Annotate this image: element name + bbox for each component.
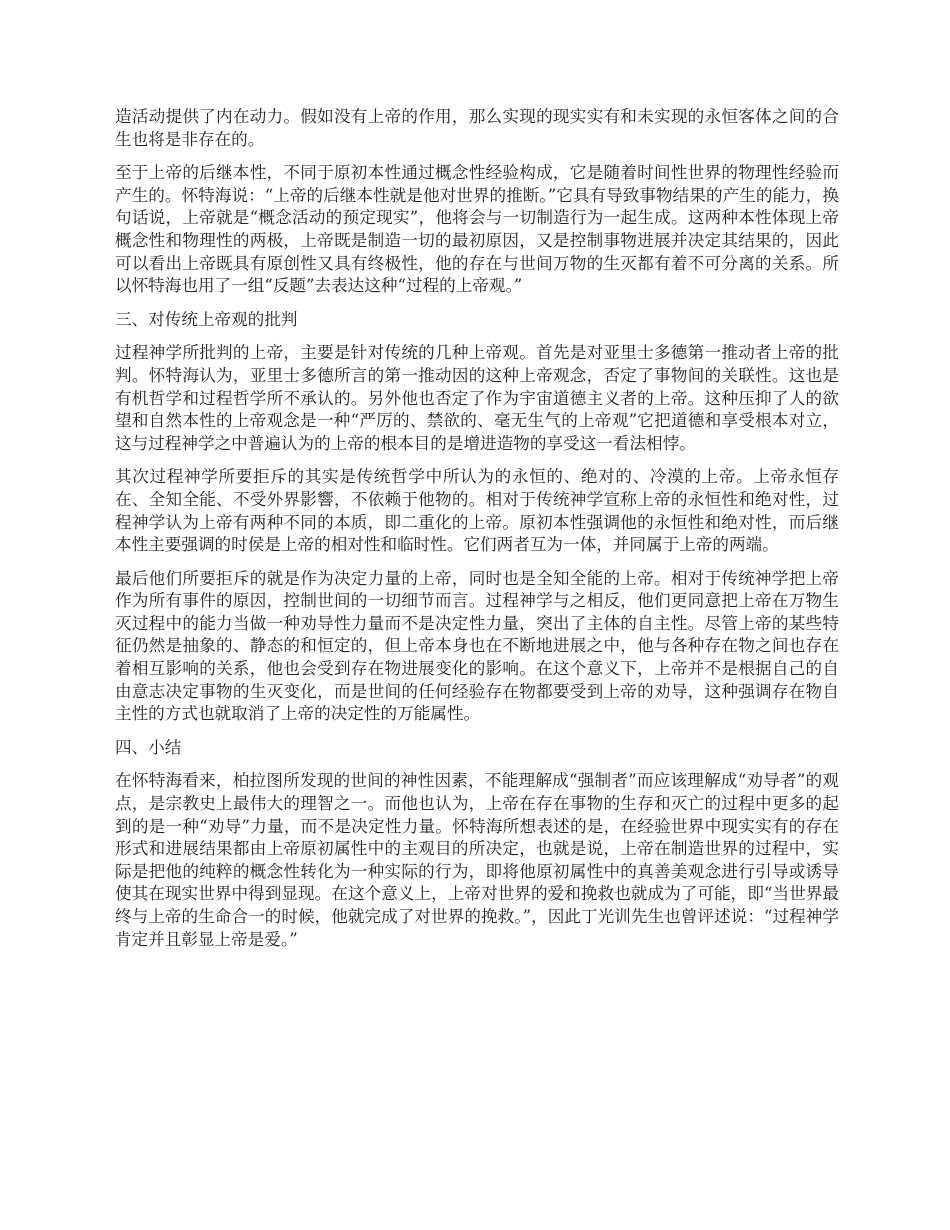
- paragraph-consequent-nature: 至于上帝的后继本性，不同于原初本性通过概念性经验构成，它是随着时间性世界的物理性经验而产生的。怀特海说：“上帝的后继本性就是他对世界的推断。”它具有导致事物结果的产生的能力，换句话说，上帝就是“概念活动的预定现实”，他将会与一切制造行为一起生成。这两种本性体现上帝概念性和物理性的两极，上帝既是制造一切的最初原因，又是控制事物进展并决定其结果的，因此可以看出上帝既具有原创性又具有终极性，他的存在与世间万物的生灭都有着不可分离的关系。所以怀特海也用了一组“反题”去表达这种“过程的上帝观。”: [115, 163, 839, 296]
- paragraph-summary: 在怀特海看来，柏拉图所发现的世间的神性因素，不能理解成“强制者”而应该理解成“劝导者”的观点，是宗教史上最伟大的理智之一。而他也认为，上帝在存在事物的生存和灭亡的过程中更多的起到的是一种“劝导”力量，而不是决定性力量。怀特海所想表述的是，在经验世界中现实实有的存在形式和进展结果都由上帝原初属性中的主观目的所决定，也就是说，上帝在制造世界的过程中，实际是把他的纯粹的概念性转化为一种实际的行为，即将他原初属性中的真善美观念进行引导或诱导使其在现实世界中得到显现。在这个意义上，上帝对世界的爱和挽救也就成为了可能，即“当世界最终与上帝的生命合一的时候，他就完成了对世界的挽救。”，因此丁光训先生也曾评述说：“过程神学肯定并且彰显上帝是爱。”: [115, 771, 839, 949]
- paragraph-critique-third: 最后他们所要拒斥的就是作为决定力量的上帝，同时也是全知全能的上帝。相对于传统神学把上帝作为所有事件的原因，控制世间的一切细节而言。过程神学与之相反，他们更同意把上帝在万物生灭过程中的能力当做一种劝导性力量而不是决定性力量，突出了主体的自主性。尽管上帝的某些特征仍然是抽象的、静态的和恒定的，但上帝本身也在不断地进展之中，他与各种存在物之间也存在着相互影响的关系，他也会受到存在物进展变化的影响。在这个意义下，上帝并不是根据自己的自由意志决定事物的生灭变化，而是世间的任何经验存在物都要受到上帝的劝导，这种强调存在物自主性的方式也就取消了上帝的决定性的万能属性。: [115, 568, 839, 724]
- paragraph-continuation: 造活动提供了内在动力。假如没有上帝的作用，那么实现的现实实有和未实现的永恒客体之间的合生也将是非存在的。: [115, 107, 839, 149]
- paragraph-critique-second: 其次过程神学所要拒斥的其实是传统哲学中所认为的永恒的、绝对的、冷漠的上帝。上帝永恒存在、全知全能、不受外界影響，不依赖于他物的。相对于传统神学宣称上帝的永恒性和绝对性，过程神学认为上帝有两种不同的本质，即二重化的上帝。原初本性强调他的永恒性和绝对性，而后继本性主要强调的时侯是上帝的相对性和临时性。它们两者互为一体，并同属于上帝的两端。: [115, 467, 839, 555]
- section-heading-summary: 四、小结: [115, 737, 182, 757]
- paragraph-critique-first: 过程神学所批判的上帝，主要是针对传统的几种上帝观。首先是对亚里士多德第一推动者上帝的批判。怀特海认为，亚里士多德所言的第一推动因的这种上帝观念，否定了事物间的关联性。这也是有机哲学和过程哲学所不承认的。另外他也否定了作为宇宙道德主义者的上帝。这种压抑了人的欲望和自然本性的上帝观念是一种“严厉的、禁欲的、毫无生气的上帝观”它把道德和享受根本对立，这与过程神学之中普遍认为的上帝的根本目的是增进造物的享受这一看法相悖。: [115, 343, 839, 453]
- section-heading-critique: 三、对传统上帝观的批判: [115, 309, 298, 329]
- document-page: [115, 106, 839, 962]
